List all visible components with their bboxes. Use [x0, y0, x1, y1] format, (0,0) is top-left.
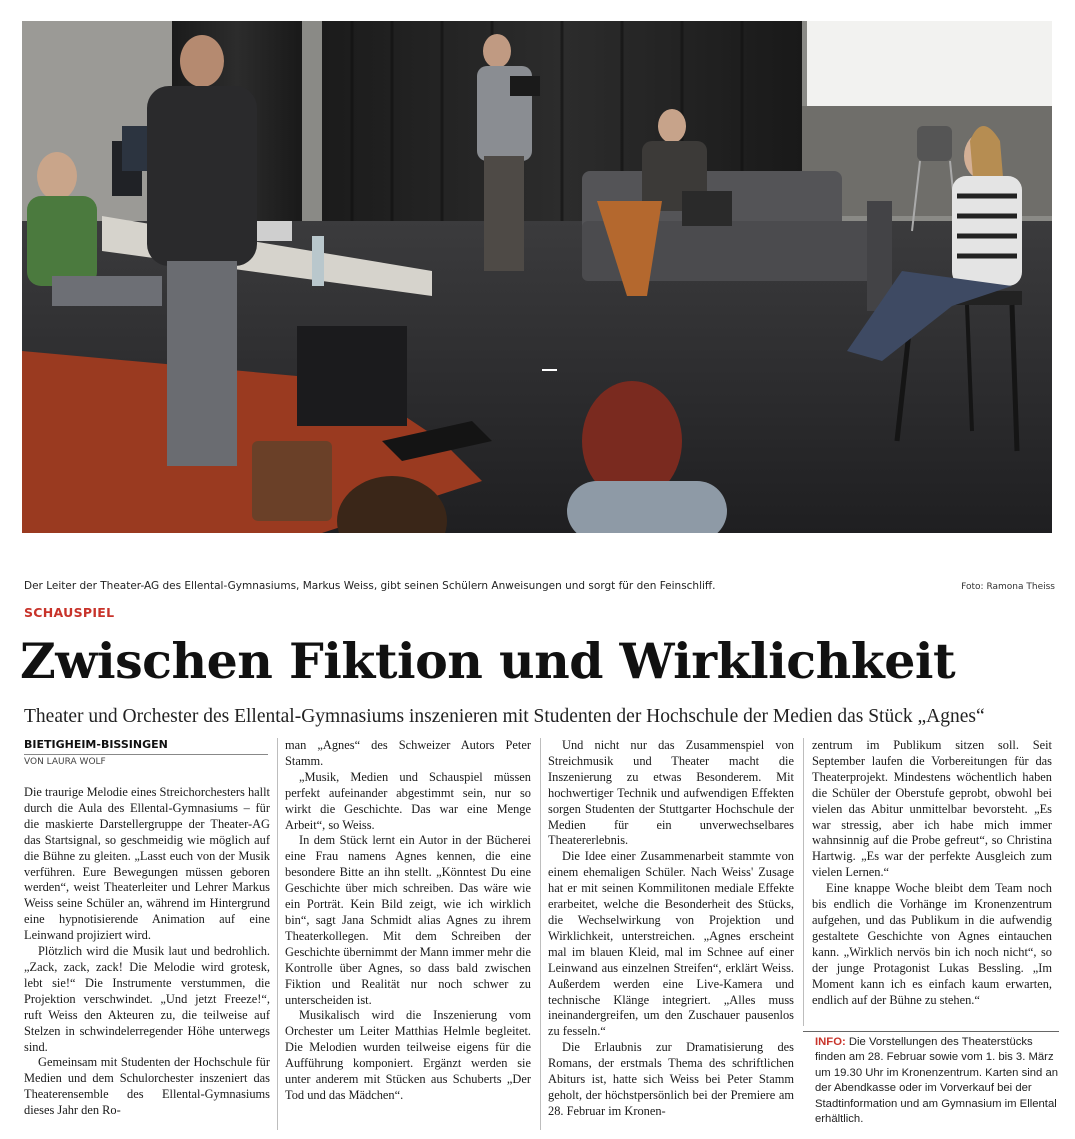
stage-rehearsal-photo — [22, 21, 1052, 533]
paragraph: zentrum im Publikum sitzen soll. Seit September laufen die Vorbereitungen für das Theaterprojekt. Mindestens wöchentlich haben die Schüler der Oberstufe geprobt, obwohl bei vielen das Abitur unmittelbar bevorsteht. „Es war stressig, aber ich habe mich immer wahnsinnig auf die Probe gefreut“, so Christina Hartwig. „Es war der perfekte Ausgleich zum vielen Lernen.“ — [812, 738, 1052, 880]
column-divider — [803, 738, 804, 1026]
column-divider — [540, 738, 541, 1130]
paragraph: Gemeinsam mit Studenten der Hochschule für Medien und dem Schulorchester inszeniert das Theaterensemble des Ellental-Gymnasiums dieses Jahr den Ro- — [24, 1055, 270, 1118]
photo-credit: Foto: Ramona Theiss — [961, 582, 1055, 592]
article-column-1 — [24, 785, 270, 1119]
column-divider — [277, 738, 278, 1130]
paragraph: Plötzlich wird die Musik laut und bedrohlich. „Zack, zack, zack! Die Melodie wird grotesk, lebt sie!“ Die Instrumente verstummen, die Projektion verschwindet. „Und jetzt Freeze!“, ruft Weiss den Akteuren zu, die teilweise auf Stelzen in schwindelerregender Höhe unterwegs sind. — [24, 944, 270, 1054]
paragraph: „Musik, Medien und Schauspiel müssen perfekt aufeinander abgestimmt sein, nur so wirkt die Geschichte. Das war eine Menge Arbeit“, so Weiss. — [285, 769, 531, 832]
paragraph: In dem Stück lernt ein Autor in der Bücherei eine Frau namens Agnes kennen, die eine besondere Bitte an ihn stellt. „Könntest Du eine Geschichte über mich schreiben. Das wäre wie ein Porträt. Kein Bild zeigt, wie ich wirklich bin“, sagt Jana Schmidt alias Agnes zu ihrem Theaterkollegen. Mit dem Schreiben der Geschichte übernimmt der Mann immer mehr die Kontrolle über Agnes, so dass bald zwischen Fiktion und Realität nur noch schwer zu unterscheiden ist. — [285, 833, 531, 1007]
paragraph: Die Idee einer Zusammenarbeit stammte von einem ehemaligen Schüler. Nach Weiss' Zusage hat er mit seinen Kommilitonen mediale Effekte erarbeitet, welche die Besonderheit des Stücks, die Wechselwirkung von Projektion und Wirklichkeit, unterstreichen. „Agnes erscheint mal im blauen Kleid, mal im Schnee auf einer Leinwand aus einzelnen Streifen“, erklärt Weiss. Außerdem werden eine Live-Kamera und technische Klänge integriert. „Alles muss ineinandergreifen, um den Zuschauer pausenlos zu fesseln.“ — [548, 849, 794, 1039]
headline: Zwischen Fiktion und Wirklichkeit — [20, 632, 956, 690]
paragraph: man „Agnes“ des Schweizer Autors Peter Stamm. — [285, 738, 531, 768]
info-label: INFO: — [815, 1036, 846, 1048]
paragraph: Musikalisch wird die Inszenierung vom Orchester um Leiter Matthias Helmle begleitet. Die Melodien wurden teilweise eigens für die Aufführung komponiert. Ergänzt werden sie unter anderem mit Stücken aus Schuberts „Der Tod und das Mädchen“. — [285, 1008, 531, 1102]
paragraph: Die traurige Melodie eines Streichorchesters hallt durch die Aula des Ellental-Gymnasiums – für die maskierte Darstellergruppe der Theater-AG das Startsignal, so geschmeidig wie möglich auf die Bühne zu gleiten. „Lasst euch von der Musik verführen. Eure Bewegungen müssen geboren werden“, weist Theaterleiter und Lehrer Markus Weiss seine Schüler an, während im Hintergrund eine hypnotisierende Animation auf eine Leinwand projiziert wird. — [24, 785, 271, 943]
paragraph: Eine knappe Woche bleibt dem Team noch bis endlich die Vorhänge im Kronenzentrum aufgehen, und das Publikum in die aufwendig gestaltete Geschichte von Agnes eintauchen kann. „Wirklich nervös bin ich noch nicht“, so der junge Protagonist Lukas Bessling. „Im Moment kann ich es einfach kaum erwarten, endlich auf der Bühne zu stehen.“ — [812, 881, 1052, 1007]
paragraph: Die Erlaubnis zur Dramatisierung des Romans, der erstmals Thema des schriftlichen Abiturs ist, hatte sich Weiss bei Peter Stamm geholt, der höchstpersönlich bei der Premiere am 28. Februar im Kronen- — [548, 1040, 794, 1118]
subheadline: Theater und Orchester des Ellental-Gymnasiums inszenieren mit Studenten der Hochschule der Medien das Stück „Agnes“ — [24, 706, 985, 727]
article-column-4 — [812, 738, 1052, 1008]
paragraph: Und nicht nur das Zusammenspiel von Streichmusik und Theater macht die Inszenierung zu etwas Besonderem. Mit hochwertiger Technik und aufwendigen Effekten sorgen Studenten der Stuttgarter Hochschule der Medien für ein unverwechselbares Theatererlebnis. — [548, 738, 794, 848]
photo-caption: Der Leiter der Theater-AG des Ellental-Gymnasiums, Markus Weiss, gibt seinen Schülern Anweisungen und sorgt für den Feinschliff. — [24, 580, 716, 592]
article-column-2 — [285, 738, 531, 1104]
dateline: BIETIGHEIM-BISSINGEN — [24, 738, 268, 755]
article-column-3 — [548, 738, 794, 1120]
article-photo — [22, 21, 1052, 533]
info-text: Die Vorstellungen des Theaterstücks finden am 28. Februar sowie vom 1. bis 3. März um 19.30 Uhr im Kronenzentrum. Karten sind an der Abendkasse oder im Vorverkauf bei der Stadtinformation und am Gymnasium im Ellental erhältlich. — [815, 1036, 1059, 1126]
section-kicker: SCHAUSPIEL — [24, 605, 115, 620]
byline: VON LAURA WOLF — [24, 757, 106, 767]
info-box — [803, 1031, 1059, 1129]
